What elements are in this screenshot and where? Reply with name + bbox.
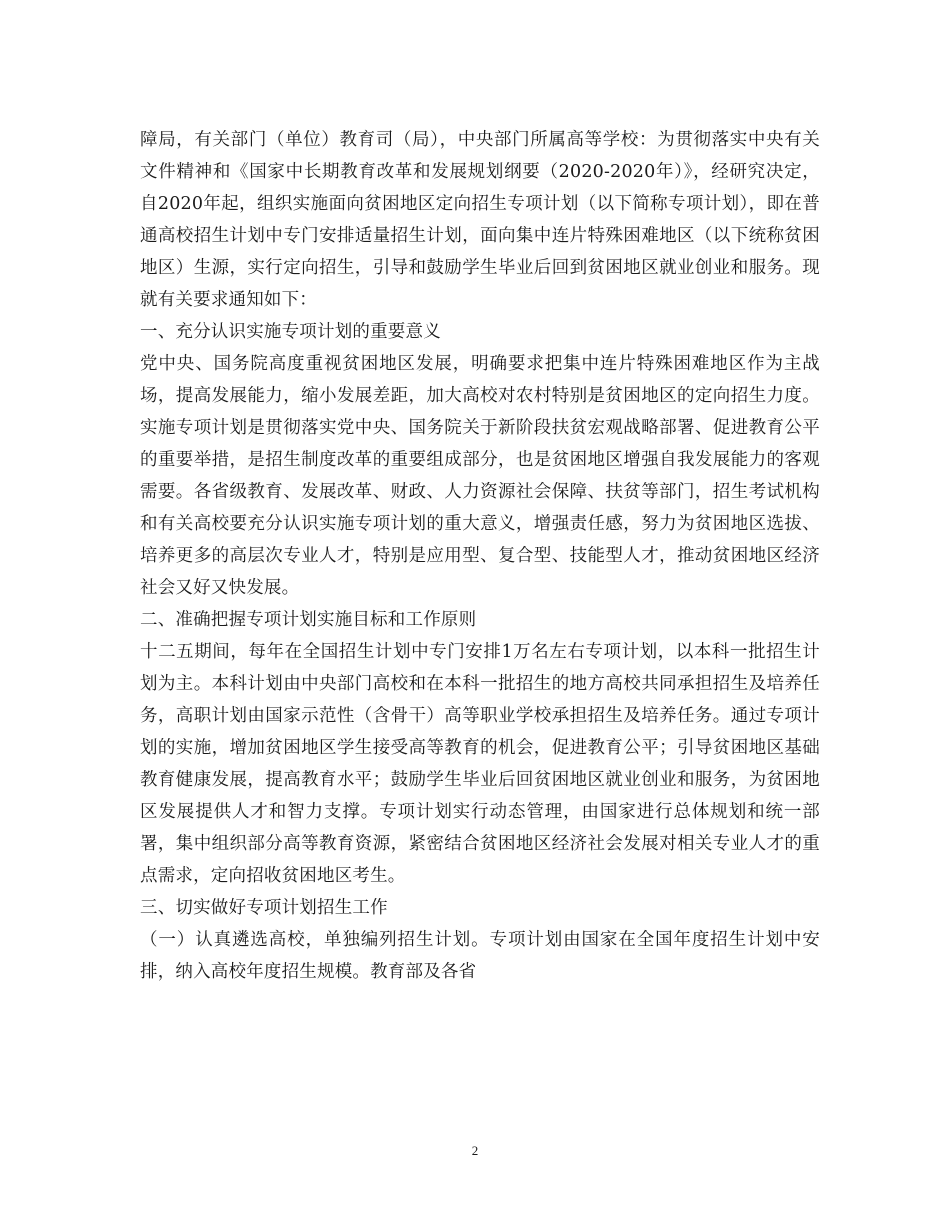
section-heading-3: 三、切实做好专项计划招生工作	[140, 898, 388, 918]
section-1-paragraph: 党中央、国务院高度重视贫困地区发展，明确要求把集中连片特殊困难地区作为主战场，提高发展能力，缩小发展差距，加大高校对农村特别是贫困地区的定向招生力度。实施专项计划是贯彻落实党中央、国务院关于新阶段扶贫宏观战略部署、促进教育公平的重要举措，是招生制度改革的重要组成部分，也是贫困地区增强自我发展能力的客观需要。各省级教育、发展改革、财政、人力资源社会保障、扶贫等部门，招生考试机构和有关高校要充分认识实施专项计划的重大意义，增强责任感，努力为贫困地区选拔、培养更多的高层次专业人才，特别是应用型、复合型、技能型人才，推动贫困地区经济社会又好又快发展。	[140, 354, 820, 598]
section-heading-2: 二、准确把握专项计划实施目标和工作原则	[140, 610, 477, 630]
section-heading-1: 一、充分认识实施专项计划的重要意义	[140, 322, 441, 342]
document-body	[140, 124, 820, 988]
section-3-paragraph: （一）认真遴选高校，单独编列招生计划。专项计划由国家在全国年度招生计划中安排，纳入高校年度招生规模。教育部及各省	[140, 930, 820, 982]
section-2-paragraph: 十二五期间，每年在全国招生计划中专门安排1万名左右专项计划，以本科一批招生计划为主。本科计划由中央部门高校和在本科一批招生的地方高校共同承担招生及培养任务，高职计划由国家示范性（含骨干）高等职业学校承担招生及培养任务。通过专项计划的实施，增加贫困地区学生接受高等教育的机会，促进教育公平；引导贫困地区基础教育健康发展，提高教育水平；鼓励学生毕业后回贫困地区就业创业和服务，为贫困地区发展提供人才和智力支撑。专项计划实行动态管理，由国家进行总体规划和统一部署，集中组织部分高等教育资源，紧密结合贫困地区经济社会发展对相关专业人才的重点需求，定向招收贫困地区考生。	[140, 642, 820, 886]
page-number: 2	[471, 1143, 479, 1158]
intro-paragraph: 障局，有关部门（单位）教育司（局），中央部门所属高等学校：为贯彻落实中央有关文件精神和《国家中长期教育改革和发展规划纲要（2020-2020年）》，经研究决定，自2020年起，组织实施面向贫困地区定向招生专项计划（以下简称专项计划），即在普通高校招生计划中专门安排适量招生计划，面向集中连片特殊困难地区（以下统称贫困地区）生源，实行定向招生，引导和鼓励学生毕业后回到贫困地区就业创业和服务。现就有关要求通知如下：	[140, 130, 820, 310]
